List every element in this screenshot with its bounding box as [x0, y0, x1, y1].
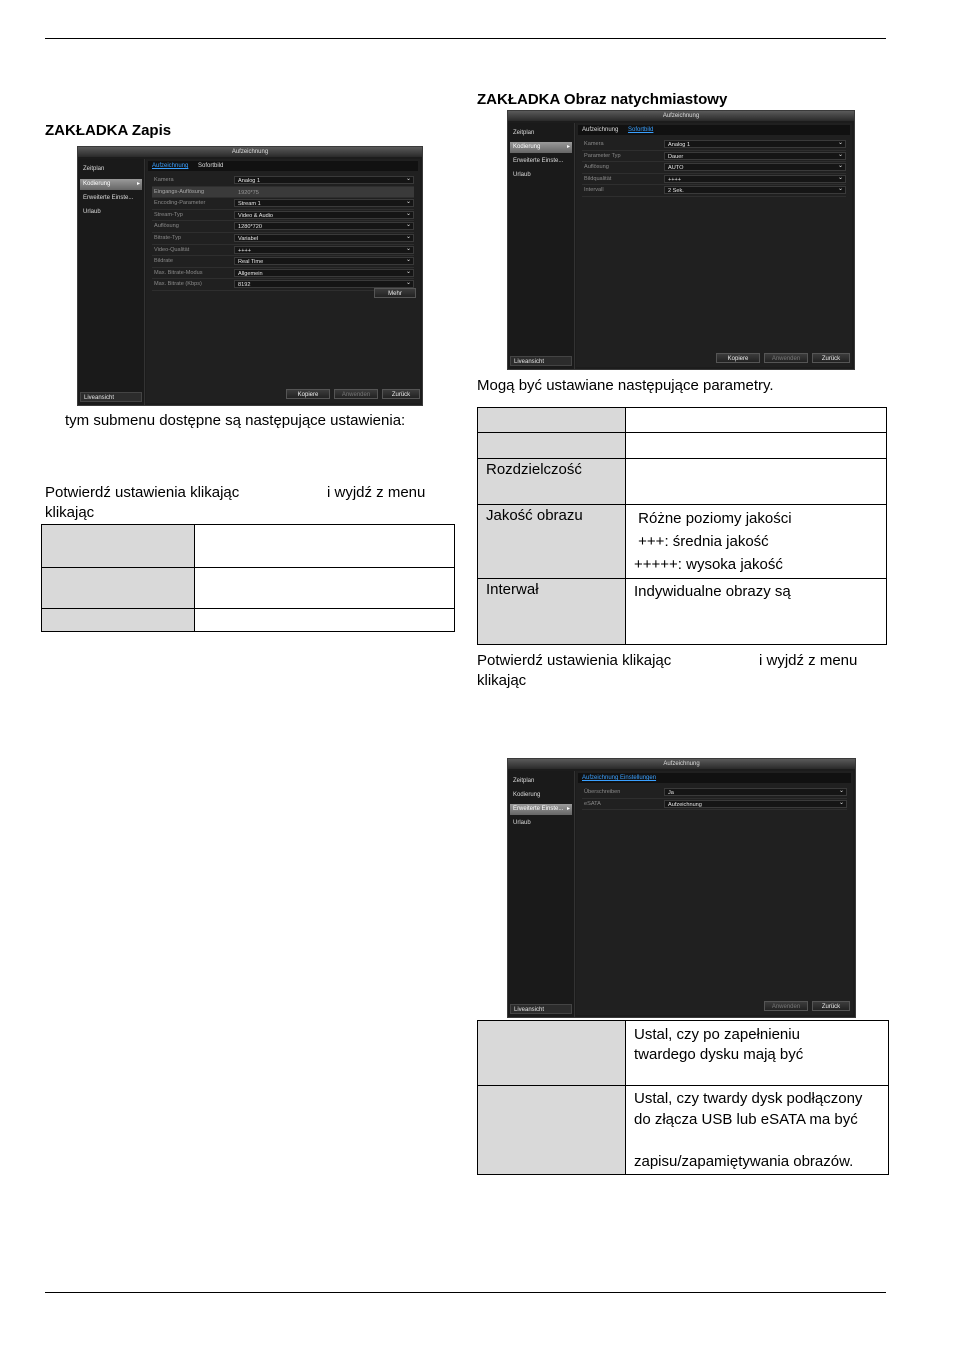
sidebar-item-zeitplan[interactable]: Zeitplan: [513, 130, 535, 136]
table-key-cell: [478, 505, 626, 579]
zurueck-button[interactable]: Zurück: [812, 353, 850, 363]
setting-dropdown[interactable]: 2 Sek. ⌄: [664, 186, 846, 194]
zurueck-button[interactable]: Zurück: [382, 389, 420, 399]
table-key-cell: [478, 433, 626, 459]
left-confirm-a: Potwierdź ustawienia klikając: [45, 484, 240, 501]
kopiere-button[interactable]: Kopiere: [716, 353, 760, 363]
liveansicht-button[interactable]: Liveansicht: [80, 392, 142, 402]
dvr-tabs: [578, 773, 851, 783]
anwenden-button[interactable]: Anwenden: [334, 389, 378, 399]
table-key-cell: [42, 525, 195, 568]
setting-label: Intervall: [584, 187, 604, 194]
table-value-cell: [626, 459, 887, 505]
param-key-resolution: Rozdzielczość: [486, 461, 582, 478]
setting-row: [582, 139, 846, 151]
overwrite-desc-line: twardego dysku mają być: [634, 1046, 804, 1063]
table-key-cell: [42, 568, 195, 609]
dvr-settings-list: [152, 175, 414, 291]
dvr-main-panel: [146, 159, 420, 403]
sidebar-item-zeitplan[interactable]: Zeitplan: [83, 166, 105, 172]
table-row: [478, 579, 887, 645]
mehr-button[interactable]: Mehr: [374, 288, 416, 298]
sidebar-item-erweiterte[interactable]: Erweiterte Einste...: [83, 195, 134, 201]
setting-row: [152, 268, 414, 280]
setting-dropdown[interactable]: Variabel ⌄: [234, 234, 414, 242]
setting-dropdown[interactable]: 1280*720 ⌄: [234, 222, 414, 230]
table-key-cell: [478, 579, 626, 645]
kopiere-button[interactable]: Kopiere: [286, 389, 330, 399]
dvr-settings-list: [582, 139, 846, 197]
liveansicht-button[interactable]: Liveansicht: [510, 1004, 572, 1014]
dvr-screenshot-recording: [77, 146, 423, 406]
setting-label: Max. Bitrate (Kbps): [154, 281, 202, 288]
setting-row: [152, 210, 414, 222]
quality-line: Różne poziomy jakości: [634, 510, 792, 527]
setting-dropdown[interactable]: Aufzeichnung ⌄: [664, 800, 847, 808]
dvr-screenshot-snapshot: [507, 110, 855, 370]
left-confirm-c: klikając: [45, 504, 95, 521]
table-row: [42, 568, 455, 609]
table-key-cell: [478, 1086, 626, 1175]
setting-label: Video-Qualität: [154, 246, 190, 253]
setting-row: [582, 174, 846, 186]
table-row: [478, 1086, 889, 1175]
table-value-cell: [626, 433, 887, 459]
dvr-main-panel: [576, 771, 853, 1015]
left-settings-table: [41, 524, 455, 632]
setting-dropdown[interactable]: Dauer ⌄: [664, 152, 846, 160]
right-intro: Mogą być ustawiane następujące parametry.: [477, 377, 774, 394]
setting-row: [582, 162, 846, 174]
table-row: [478, 505, 887, 579]
table-value-cell: [626, 1021, 889, 1086]
setting-label: Parameter Typ: [584, 152, 621, 159]
esata-desc-line: [634, 1130, 880, 1151]
setting-row: [152, 256, 414, 268]
tab-aufzeichnung[interactable]: Aufzeichnung: [582, 127, 619, 133]
setting-row: [152, 245, 414, 257]
sidebar-item-urlaub[interactable]: Urlaub: [513, 172, 531, 178]
liveansicht-button[interactable]: Liveansicht: [510, 356, 572, 366]
setting-row: [152, 198, 414, 210]
dvr-screenshot-advanced: [507, 758, 856, 1018]
table-value-cell: [626, 408, 887, 433]
setting-label: Stream-Typ: [154, 211, 183, 218]
sidebar-item-kodierung[interactable]: Kodierung ▸: [510, 142, 572, 153]
table-value-cell: [195, 525, 455, 568]
setting-dropdown[interactable]: Stream 1 ⌄: [234, 199, 414, 207]
dvr-title: Aufzeichnung: [508, 759, 855, 769]
right-confirm-c: klikając: [477, 672, 527, 689]
table-value-cell: [626, 1086, 889, 1175]
setting-row: [582, 185, 846, 197]
zurueck-button[interactable]: Zurück: [812, 1001, 850, 1011]
setting-label: Bildqualität: [584, 175, 612, 182]
table-row: [42, 609, 455, 632]
bottom-rule: [45, 1292, 886, 1293]
left-confirm-b: i wyjdź z menu: [327, 484, 426, 501]
sidebar-item-erweiterte[interactable]: Erweiterte Einste... ▸: [510, 804, 572, 815]
setting-label: Encoding-Parameter: [154, 200, 206, 207]
setting-row: [582, 151, 846, 163]
right-advanced-table: [477, 1020, 889, 1175]
table-row: [478, 1021, 889, 1086]
setting-dropdown[interactable]: ++++ ⌄: [664, 175, 846, 183]
sidebar-item-kodierung[interactable]: Kodierung: [513, 792, 541, 798]
quality-line: +++: średnia jakość: [634, 533, 769, 550]
setting-dropdown[interactable]: Real Time ⌄: [234, 257, 414, 265]
setting-label: Kamera: [154, 177, 174, 183]
setting-label: Bitrate-Typ: [154, 234, 182, 241]
anwenden-button[interactable]: Anwenden: [764, 1001, 808, 1011]
dvr-sidebar: [508, 123, 575, 369]
setting-dropdown[interactable]: AUTO ⌄: [664, 163, 846, 171]
esata-desc-line: zapisu/zapamiętywania obrazów.: [634, 1153, 854, 1170]
setting-label: Auflösung: [154, 223, 179, 230]
tab-sofortbild[interactable]: Sofortbild: [198, 163, 224, 169]
table-value-cell: [195, 568, 455, 609]
setting-dropdown[interactable]: Ja ⌄: [664, 788, 847, 796]
left-heading: ZAKŁADKA Zapis: [45, 122, 172, 139]
dvr-title: Aufzeichnung: [508, 111, 854, 121]
esata-desc-line: do złącza USB lub eSATA ma być: [634, 1111, 858, 1128]
setting-label: Auflösung: [584, 164, 609, 171]
setting-dropdown[interactable]: 8192 ⌄: [234, 280, 414, 288]
right-confirm-b: i wyjdź z menu: [759, 652, 858, 669]
setting-row: [582, 787, 847, 799]
setting-dropdown[interactable]: Video & Audio ⌄: [234, 211, 414, 219]
sidebar-item-kodierung[interactable]: Kodierung ▸: [80, 179, 142, 190]
param-key-quality: Jakość obrazu: [486, 507, 583, 524]
setting-label: Eingangs-Auflösung: [154, 188, 205, 195]
sidebar-item-erweiterte[interactable]: Erweiterte Einste...: [513, 158, 564, 164]
table-key-cell: [478, 408, 626, 433]
setting-label: Max. Bitrate-Modus: [154, 269, 203, 276]
tab-aufzeichnung[interactable]: Aufzeichnung: [152, 163, 189, 169]
setting-dropdown[interactable]: Analog 1 ⌄: [664, 140, 846, 148]
right-heading: ZAKŁADKA Obraz natychmiastowy: [477, 91, 728, 108]
dvr-tabs: [148, 161, 418, 171]
dvr-tabs: [578, 125, 850, 135]
table-row: [478, 433, 887, 459]
table-row: [42, 525, 455, 568]
setting-dropdown[interactable]: Analog 1 ⌄: [234, 176, 414, 184]
quality-line: +++++: wysoka jakość: [634, 556, 783, 573]
setting-dropdown[interactable]: ++++ ⌄: [234, 246, 414, 254]
setting-row: [152, 187, 414, 199]
table-key-cell: [42, 609, 195, 632]
left-caption: tym submenu dostępne są następujące ustawienia:: [65, 412, 406, 429]
table-value-cell: [195, 609, 455, 632]
overwrite-desc-line: Ustal, czy po zapełnieniu: [634, 1026, 800, 1043]
setting-dropdown[interactable]: Allgemein ⌄: [234, 269, 414, 277]
right-confirm-a: Potwierdź ustawienia klikając: [477, 652, 672, 669]
table-value-cell: [626, 579, 887, 645]
table-key-cell: [478, 1021, 626, 1086]
setting-row: [582, 799, 847, 811]
dvr-settings-list: [582, 787, 847, 810]
setting-label: Bildrate: [154, 258, 173, 265]
anwenden-button[interactable]: Anwenden: [764, 353, 808, 363]
table-value-cell: [626, 505, 887, 579]
tab-aufzeichnung-einstellungen[interactable]: Aufzeichnung Einstellungen: [582, 775, 657, 781]
table-row: [478, 408, 887, 433]
setting-value: 1920*75: [234, 188, 414, 196]
dvr-main-panel: [576, 123, 852, 367]
setting-row: [152, 175, 414, 187]
dvr-title: Aufzeichnung: [78, 147, 422, 157]
sidebar-item-zeitplan[interactable]: Zeitplan: [513, 778, 535, 784]
sidebar-item-urlaub[interactable]: Urlaub: [513, 820, 531, 826]
interval-desc: Indywidualne obrazy są: [634, 583, 791, 600]
dvr-sidebar: [78, 159, 145, 405]
right-parameters-table: [477, 407, 887, 645]
tab-sofortbild[interactable]: Sofortbild: [628, 127, 654, 133]
sidebar-item-urlaub[interactable]: Urlaub: [83, 209, 101, 215]
setting-row: [152, 233, 414, 245]
esata-desc-line: Ustal, czy twardy dysk podłączony: [634, 1090, 863, 1107]
dvr-sidebar: [508, 771, 575, 1017]
table-row: [478, 459, 887, 505]
setting-label: Kamera: [584, 141, 604, 147]
setting-label: Überschreiben: [584, 789, 621, 795]
setting-row: [152, 221, 414, 233]
table-key-cell: [478, 459, 626, 505]
param-key-interval: Interwał: [486, 581, 539, 598]
top-rule: [45, 38, 886, 39]
setting-label: eSATA: [584, 800, 601, 807]
